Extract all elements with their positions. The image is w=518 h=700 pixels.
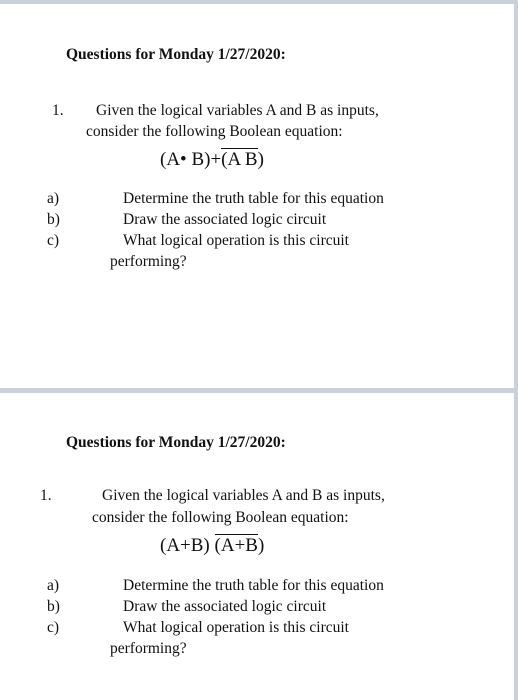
boolean-equation — [160, 535, 264, 557]
slide-title: Questions for Monday 1/27/2020: — [66, 434, 286, 451]
equation-left-term: (A• B)+ — [160, 149, 222, 170]
item-c-text: What logical operation is this circuit — [123, 232, 349, 249]
item-c-text-cont: performing? — [110, 253, 187, 270]
item-b-text: Draw the associated logic circuit — [123, 211, 327, 228]
item-marker-c: c) — [47, 232, 60, 249]
slide-1 — [0, 4, 514, 388]
item-marker-b: b) — [47, 598, 60, 615]
slide-title: Questions for Monday 1/27/2020: — [66, 46, 286, 63]
question-number: 1. — [52, 102, 64, 119]
equation-negated-term: (A+B — [214, 535, 258, 556]
item-marker-b: b) — [47, 211, 60, 228]
item-c-text-cont: performing? — [110, 640, 187, 657]
item-marker-a: a) — [47, 577, 60, 594]
question-intro-line-2: consider the following Boolean equation: — [86, 123, 343, 140]
item-a-text: Determine the truth table for this equation — [123, 190, 384, 207]
equation-close-paren: ) — [257, 535, 265, 556]
item-b-text: Draw the associated logic circuit — [123, 598, 327, 615]
question-intro-line-1: Given the logical variables A and B as inputs, — [102, 487, 385, 504]
equation-close-paren: ) — [257, 149, 264, 170]
item-marker-c: c) — [47, 619, 60, 636]
boolean-equation — [160, 149, 264, 171]
equation-negated-term: (A B — [221, 149, 258, 170]
item-marker-a: a) — [47, 190, 60, 207]
equation-left-term: (A+B) — [160, 535, 210, 556]
question-intro-line-2: consider the following Boolean equation: — [92, 509, 349, 526]
question-intro-line-1: Given the logical variables A and B as inputs, — [96, 102, 379, 119]
item-a-text: Determine the truth table for this equation — [123, 577, 384, 594]
question-number: 1. — [40, 487, 52, 504]
item-c-text: What logical operation is this circuit — [123, 619, 349, 636]
slide-2 — [0, 393, 514, 700]
